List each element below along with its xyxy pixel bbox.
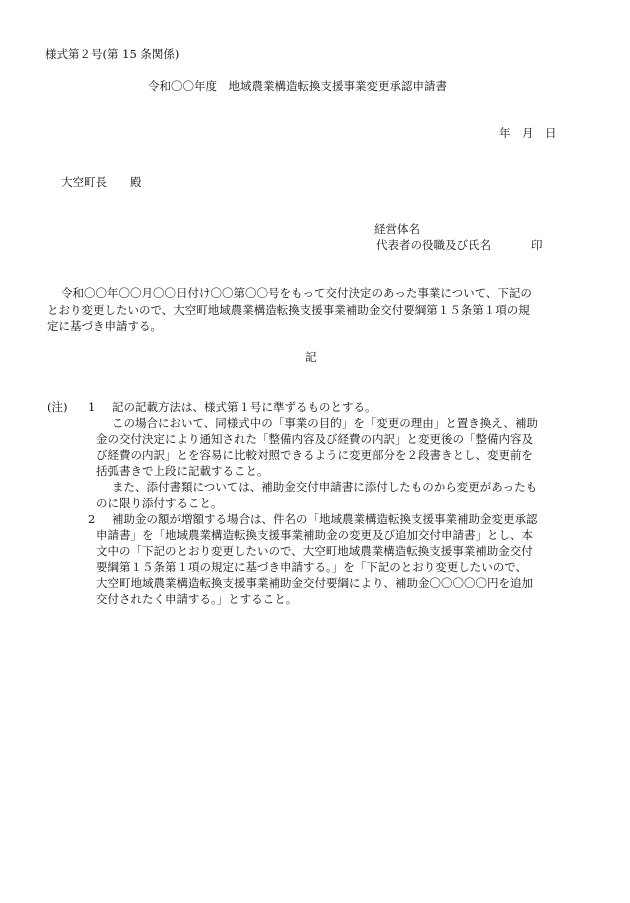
note-2-number: 2	[88, 512, 96, 526]
note-1-line: 記の記載方法は、様式第１号に準ずるものとする。	[112, 400, 377, 414]
ki-heading: 記	[305, 350, 317, 364]
date-line: 年 月 日	[499, 126, 557, 140]
note-1-line: この場合において、同様式中の「事業の目的」を「変更の理由」と置き換え、補助	[112, 416, 538, 430]
note-1-line: 金の交付決定により通知された「整備内容及び経費の内訳」と変更後の「整備内容及	[96, 432, 533, 446]
note-1-line: び経費の内訳」とを容易に比較対照できるように変更部分を２段書きとし、変更前を	[96, 448, 533, 462]
body-line: とおり変更したいので、大空町地域農業構造転換支援事業補助金交付要綱第１５条第１項の規	[47, 303, 530, 317]
note-2-line: 交付されたく申請する。」とすること。	[96, 592, 298, 606]
note-2-line: 申請書」を「地域農業構造転換支援事業補助金の変更及び追加交付申請書」とし、本	[96, 528, 533, 542]
seal-label: 印	[531, 238, 543, 252]
org-name-label: 経営体名	[374, 222, 420, 236]
note-2-line: 補助金の額が増額する場合は、件名の「地域農業構造転換支援事業補助金変更承認	[112, 512, 538, 526]
addressee: 大空町長 殿	[61, 175, 142, 189]
note-2-line: 要綱第１５条第１項の規定に基づき申請する。」を「下記のとおり変更したいので、	[96, 560, 528, 574]
note-2-line: 大空町地域農業構造転換支援事業補助金交付要綱により、補助金〇〇〇〇〇円を追加	[96, 576, 533, 590]
body-line: 令和〇〇年〇〇月〇〇日付け〇〇第〇〇号をもって交付決定のあった事業について、下記の	[61, 286, 532, 300]
note-2-line: 文中の「下記のとおり変更したいので、大空町地域農業構造転換支援事業補助金交付	[96, 544, 533, 558]
note-1-number: 1	[88, 400, 96, 414]
representative-label: 代表者の役職及び氏名	[376, 238, 491, 252]
notes-label: (注)	[47, 400, 68, 414]
note-1-line: 括弧書きで上段に記載すること。	[96, 464, 269, 478]
form-number: 様式第２号(第 15 条関係)	[45, 47, 180, 61]
note-1-line: のに限り添付すること。	[96, 496, 223, 510]
body-line: 定に基づき申請する。	[47, 319, 162, 333]
document-title: 令和〇〇年度 地域農業構造転換支援事業変更承認申請書	[148, 79, 447, 93]
note-1-line: また、添付書類については、補助金交付申請書に添付したものから変更があったも	[112, 480, 538, 494]
